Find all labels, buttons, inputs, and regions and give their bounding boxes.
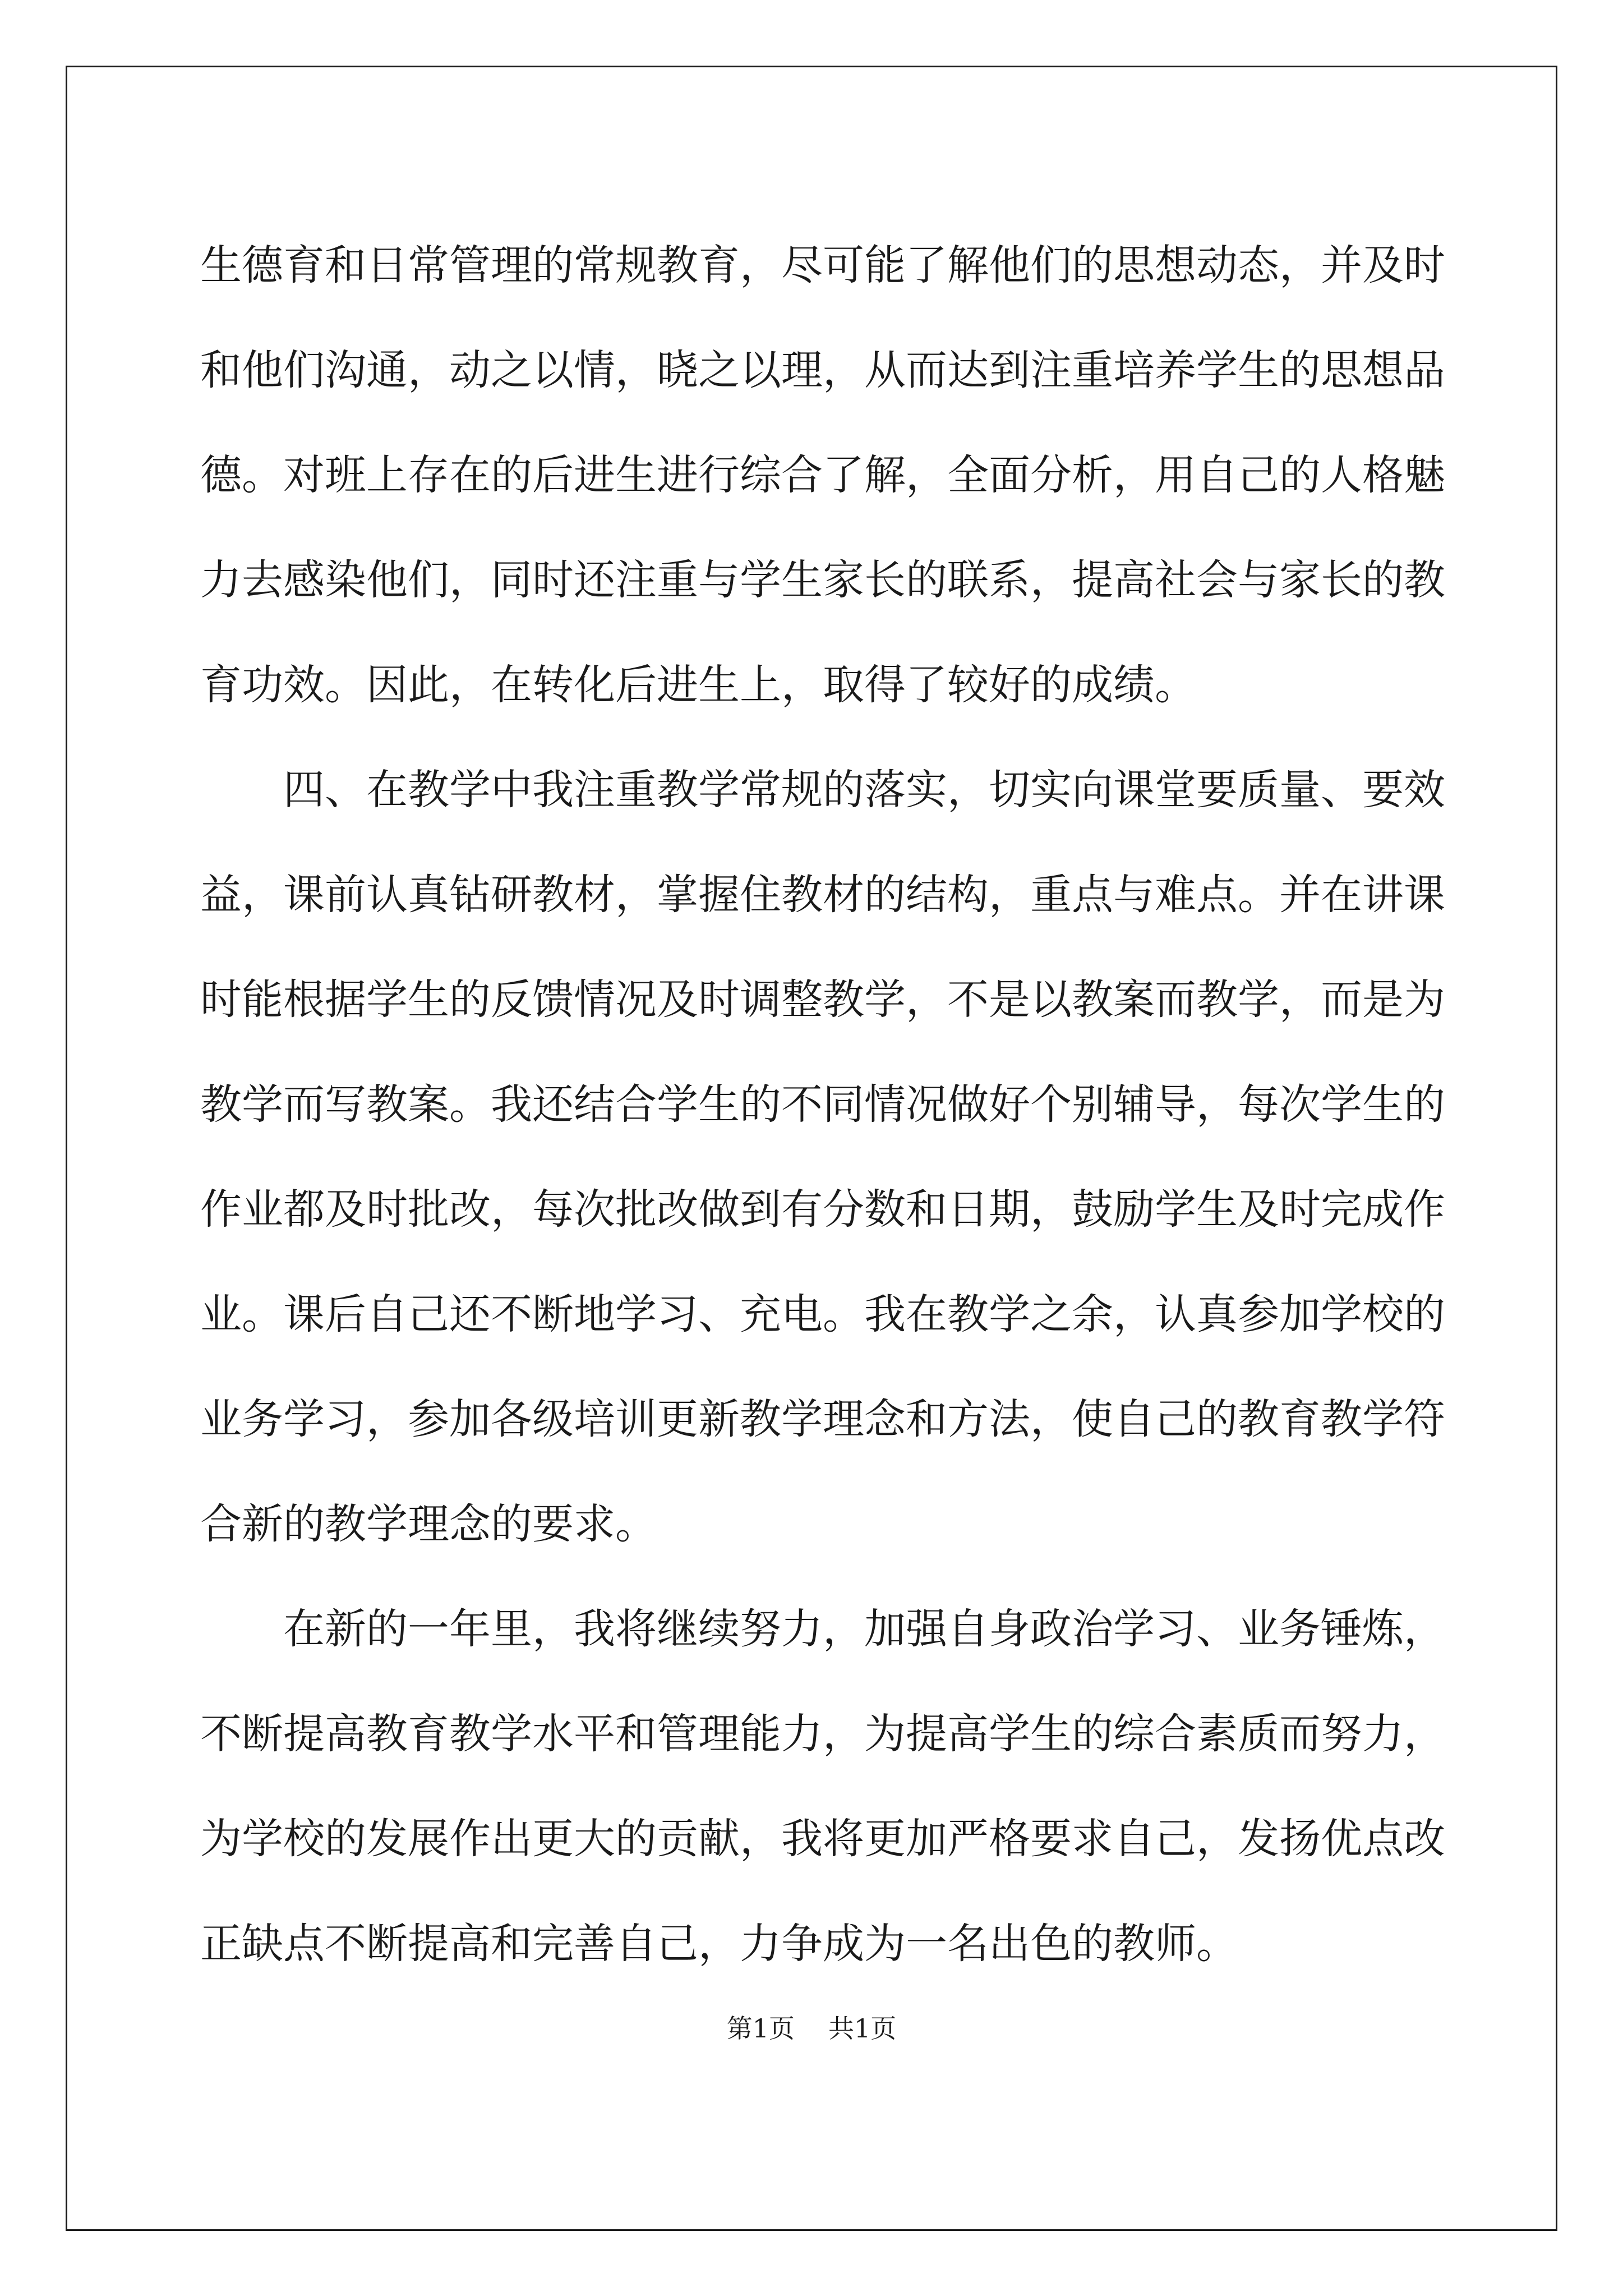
paragraph-2 [200,738,1445,1577]
text-line: 四、在教学中我注重教学常规的落实，切实向课堂要质量、要效 [200,766,1445,814]
page-footer [0,2008,1623,2045]
text-line: 业务学习，参加各级培训更新教学理念和方法，使自己的教育教学符 [200,1395,1445,1443]
text-line: 力去感染他们，同时还注重与学生家长的联系，提高社会与家长的教 [200,556,1445,604]
document-body [200,213,1445,1996]
text-line: 育功效。因此，在转化后进生上，取得了较好的成绩。 [200,661,1196,709]
text-line: 作业都及时批改，每次批改做到有分数和日期，鼓励学生及时完成作 [200,1185,1445,1234]
page-total: 共1页 [828,2013,897,2044]
text-line: 合新的教学理念的要求。 [200,1500,657,1548]
text-line: 德。对班上存在的后进生进行综合了解，全面分析，用自己的人格魅 [200,451,1445,499]
paragraph-3 [200,1577,1445,1996]
text-line: 生德育和日常管理的常规教育，尽可能了解他们的思想动态，并及时 [200,241,1445,289]
paragraph-1 [200,213,1445,738]
text-line: 为学校的发展作出更大的贡献，我将更加严格要求自己，发扬优点改 [200,1815,1445,1863]
text-line: 业。课后自己还不断地学习、充电。我在教学之余，认真参加学校的 [200,1290,1445,1338]
text-line: 时能根据学生的反馈情况及时调整教学，不是以教案而教学，而是为 [200,976,1445,1024]
text-line: 不断提高教育教学水平和管理能力，为提高学生的综合素质而努力， [200,1710,1445,1758]
text-line: 在新的一年里，我将继续努力，加强自身政治学习、业务锤炼， [200,1605,1445,1653]
page-number: 第1页 [726,2013,795,2044]
text-line: 正缺点不断提高和完善自己，力争成为一名出色的教师。 [200,1920,1238,1968]
text-line: 教学而写教案。我还结合学生的不同情况做好个别辅导，每次学生的 [200,1080,1445,1129]
text-line: 益，课前认真钻研教材，掌握住教材的结构，重点与难点。并在讲课 [200,871,1445,919]
text-line: 和他们沟通，动之以情，晓之以理，从而达到注重培养学生的思想品 [200,346,1445,394]
